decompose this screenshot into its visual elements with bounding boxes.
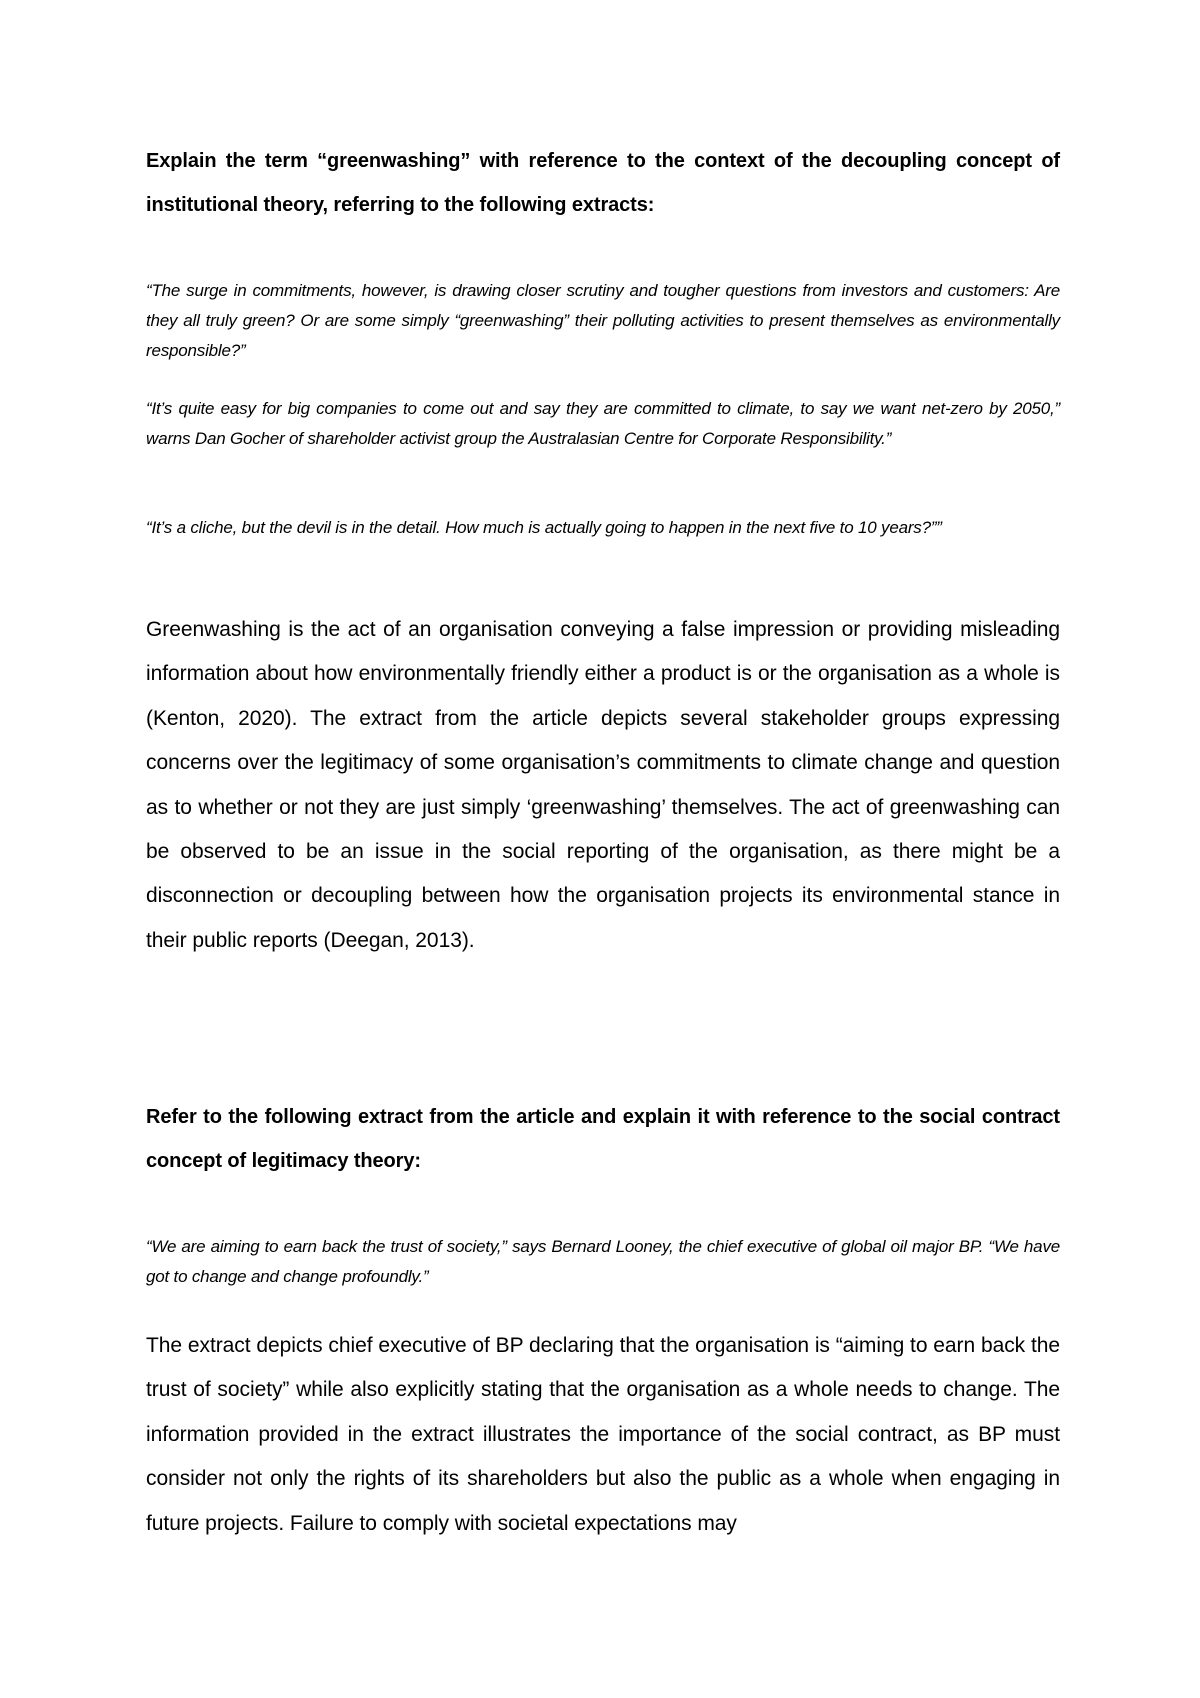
question-2-answer: The extract depicts chief executive of BP declaring that the organisation is “aiming to earn back the trust of society” while also explicitly stating that the organisation as a whole needs to change. The information provided in the extract illustrates the importance of the social contract, as BP must consider not only the rights of its shareholders but also the public as a whole when engaging in future projects. Failure to comply with societal expectations may: [146, 1334, 1060, 1535]
question-2-heading: Refer to the following extract from the article and explain it with reference to the social contract concept of legitimacy theory:: [146, 1106, 1060, 1172]
extract-quote-2: “It’s quite easy for big companies to come out and say they are committed to climate, to say we want net-zero by 2050,” warns Dan Gocher of shareholder activist group the Australasian Centre for Corporate Responsibility.”: [146, 399, 1060, 448]
question-1-heading: Explain the term “greenwashing” with reference to the context of the decoupling concept of institutional theory, referring to the following extracts:: [146, 150, 1060, 216]
extract-quote-3: “It’s a cliche, but the devil is in the detail. How much is actually going to happen in the next five to 10 years?””: [146, 518, 942, 537]
extract-quote-1: “The surge in commitments, however, is drawing closer scrutiny and tougher questions from investors and customers: Are they all truly green? Or are some simply “greenwashing” their polluting activities to present themselves as environmentally responsible?”: [146, 281, 1060, 360]
question-1-answer: Greenwashing is the act of an organisation conveying a false impression or providing misleading information about how environmentally friendly either a product is or the organisation as a whole is (Kenton, 2020). The extract from the article depicts several stakeholder groups expressing concerns over the legitimacy of some organisation’s commitments to climate change and question as to whether or not they are just simply ‘greenwashing’ themselves. The act of greenwashing can be observed to be an issue in the social reporting of the organisation, as there might be a disconnection or decoupling between how the organisation projects its environmental stance in their public reports (Deegan, 2013).: [146, 618, 1060, 952]
extract-quote-bp: “We are aiming to earn back the trust of society,” says Bernard Looney, the chief executive of global oil major BP. “We have got to change and change profoundly.”: [146, 1237, 1060, 1286]
